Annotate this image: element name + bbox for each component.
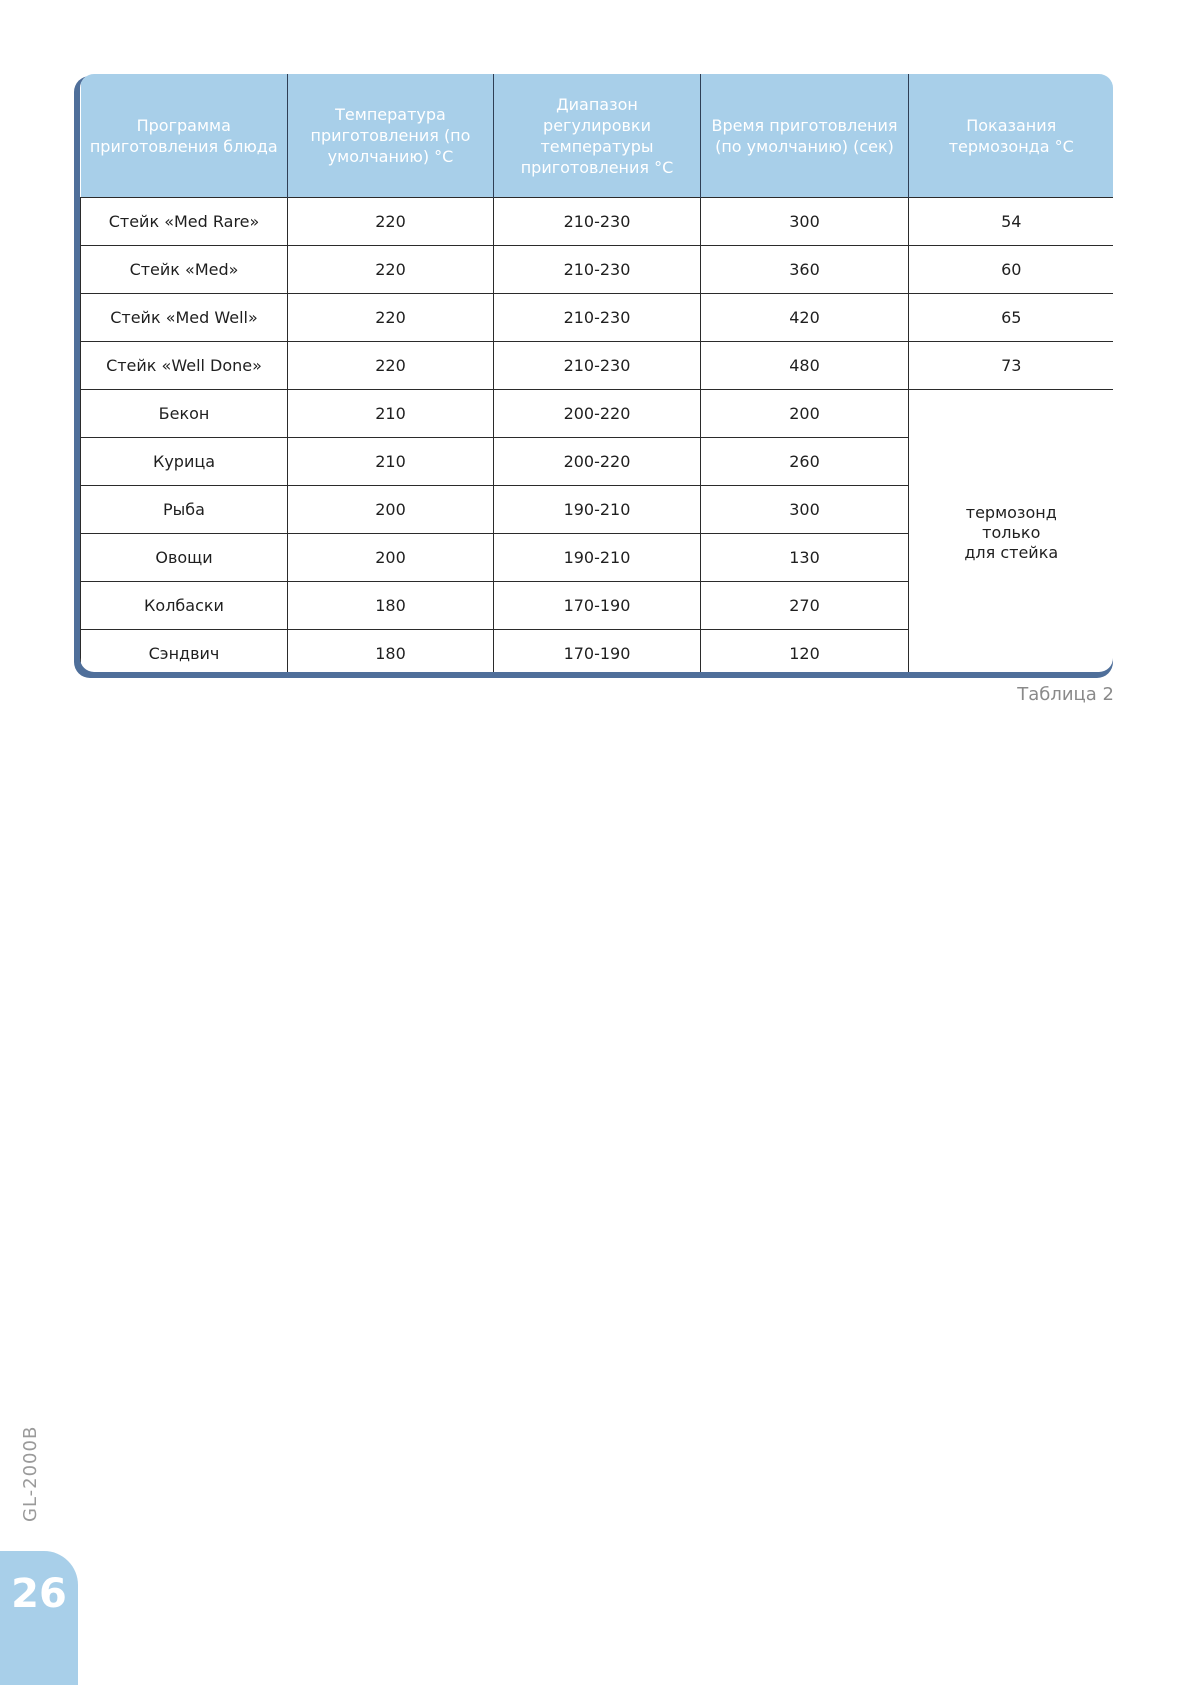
cell-temp: 200 [288,534,494,582]
probe-note-line: термозонд [965,503,1057,523]
cell-probe: 60 [909,246,1114,294]
cell-time: 130 [701,534,909,582]
header-default-temp: Температура приготовления (по умолчанию) °C [288,74,494,198]
cell-program: Курица [81,438,288,486]
cell-range: 210-230 [494,294,701,342]
cell-time: 300 [701,198,909,246]
cell-range: 170-190 [494,630,701,673]
cell-range: 170-190 [494,582,701,630]
cell-probe: 73 [909,342,1114,390]
cell-temp: 180 [288,582,494,630]
cell-temp: 210 [288,438,494,486]
probe-note-cell [909,390,1114,673]
cell-program: Бекон [81,390,288,438]
model-label: GL-2000B [20,1425,41,1522]
probe-note-line: для стейка [964,543,1059,563]
cell-temp: 210 [288,390,494,438]
cell-program: Сэндвич [81,630,288,673]
cell-time: 420 [701,294,909,342]
cell-time: 260 [701,438,909,486]
cell-probe: 65 [909,294,1114,342]
cell-range: 210-230 [494,246,701,294]
cell-program: Стейк «Med Well» [81,294,288,342]
probe-note-line: только [982,523,1041,543]
cell-temp: 220 [288,294,494,342]
cell-range: 200-220 [494,438,701,486]
cell-temp: 180 [288,630,494,673]
page-number: 26 [11,1571,67,1617]
cell-time: 360 [701,246,909,294]
cell-temp: 220 [288,246,494,294]
header-probe-reading: Показания термозонда °C [909,74,1114,198]
table-row [81,294,1114,342]
cell-program: Стейк «Med Rare» [81,198,288,246]
cell-program: Стейк «Well Done» [81,342,288,390]
cell-range: 210-230 [494,198,701,246]
header-row [81,74,1114,198]
table-row [81,246,1114,294]
table-row [81,390,1114,438]
cell-range: 200-220 [494,390,701,438]
cooking-programs-table [80,74,1113,672]
cell-time: 120 [701,630,909,673]
cell-program: Колбаски [81,582,288,630]
table-row [81,342,1114,390]
cell-temp: 200 [288,486,494,534]
cell-range: 190-210 [494,486,701,534]
table-row [81,198,1114,246]
cell-program: Рыба [81,486,288,534]
cell-program: Стейк «Med» [81,246,288,294]
data-table [80,74,1113,672]
cell-time: 200 [701,390,909,438]
header-temp-range: Диапазон регулировки температуры приготовления °C [494,74,701,198]
cell-range: 210-230 [494,342,701,390]
cell-program: Овощи [81,534,288,582]
cell-temp: 220 [288,198,494,246]
cell-time: 270 [701,582,909,630]
table-caption: Таблица 2 [1017,684,1114,705]
header-default-time: Время приготовления (по умолчанию) (сек) [701,74,909,198]
cell-time: 480 [701,342,909,390]
cell-temp: 220 [288,342,494,390]
cell-time: 300 [701,486,909,534]
cell-range: 190-210 [494,534,701,582]
cell-probe: 54 [909,198,1114,246]
header-program: Программа приготовления блюда [81,74,288,198]
